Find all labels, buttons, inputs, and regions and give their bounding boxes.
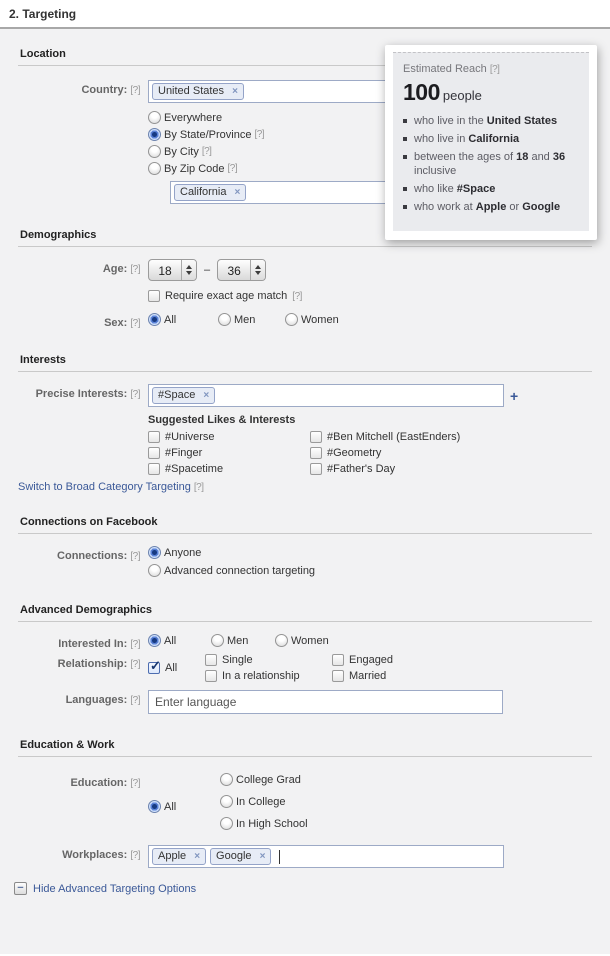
help-icon[interactable]: [?]	[130, 695, 140, 706]
reach-criterion: who live in California	[403, 132, 579, 146]
radio-education-all[interactable]: All	[148, 773, 220, 839]
languages-input[interactable]	[148, 690, 503, 714]
help-icon[interactable]: [?]	[130, 778, 140, 789]
help-icon[interactable]: [?]	[201, 146, 212, 157]
remove-token-icon[interactable]: ×	[194, 851, 201, 862]
help-icon[interactable]: [?]	[130, 551, 140, 562]
targeting-form	[0, 29, 610, 954]
remove-token-icon[interactable]: ×	[203, 390, 210, 401]
radio-education-college-grad[interactable]: College Grad	[220, 773, 308, 786]
relationship-label: Relationship: [?]	[57, 658, 140, 670]
radio-everywhere[interactable]: Everywhere	[148, 111, 592, 124]
reach-criterion: who live in the United States	[403, 114, 579, 128]
interested-in-label: Interested In: [?]	[58, 638, 140, 650]
education-work-section-header: Education & Work	[18, 736, 592, 757]
age-range-separator: –	[204, 264, 211, 276]
reach-criterion: between the ages of 18 and 36 inclusive	[403, 150, 579, 178]
help-icon[interactable]: [?]	[130, 264, 140, 275]
radio-sex-all[interactable]: All	[148, 313, 218, 326]
checkbox-geometry[interactable]: #Geometry	[310, 447, 592, 459]
help-icon[interactable]: [?]	[254, 129, 265, 140]
radio-interested-all[interactable]: All	[148, 634, 211, 647]
education-label: Education: [?]	[70, 777, 140, 789]
radio-sex-women[interactable]: Women	[285, 313, 339, 326]
advanced-demographics-section-header: Advanced Demographics	[18, 601, 592, 622]
checkbox-spacetime[interactable]: #Spacetime	[148, 463, 310, 475]
precise-interests-input[interactable]	[148, 384, 504, 407]
stepper-arrows-icon[interactable]	[181, 260, 196, 280]
collapse-icon[interactable]: −	[14, 882, 27, 895]
checkbox-relationship-all[interactable]: ✓ All	[148, 654, 205, 682]
sex-label: Sex: [?]	[104, 317, 140, 329]
checkbox-relationship-engaged[interactable]: Engaged	[332, 654, 393, 666]
help-icon[interactable]: [?]	[130, 850, 140, 861]
checkbox-universe[interactable]: #Universe	[148, 431, 310, 443]
hide-advanced-targeting-link[interactable]: Hide Advanced Targeting Options	[33, 882, 197, 895]
token-google[interactable]: Google ×	[210, 848, 271, 865]
text-cursor	[279, 850, 280, 864]
demographics-section-header: Demographics	[18, 226, 592, 247]
suggested-interests-grid	[148, 431, 592, 475]
help-icon[interactable]: [?]	[193, 482, 204, 493]
radio-sex-men[interactable]: Men	[218, 313, 285, 326]
help-icon[interactable]: [?]	[227, 163, 238, 174]
suggested-interests-header: Suggested Likes & Interests	[148, 414, 296, 426]
age-min-stepper[interactable]: 18	[148, 259, 197, 281]
add-interest-button[interactable]: +	[510, 387, 519, 404]
token-space[interactable]: #Space ×	[152, 387, 215, 404]
reach-count: 100	[403, 79, 440, 105]
workplaces-label: Workplaces: [?]	[62, 849, 140, 861]
radio-interested-women[interactable]: Women	[275, 634, 329, 647]
reach-criteria-list	[403, 114, 579, 214]
age-max-stepper[interactable]: 36	[217, 259, 266, 281]
token-apple[interactable]: Apple ×	[152, 848, 206, 865]
checkbox-relationship-single[interactable]: Single	[205, 654, 332, 666]
bullet-icon	[403, 119, 407, 123]
help-icon[interactable]: [?]	[292, 290, 302, 302]
connections-section-header: Connections on Facebook	[18, 513, 592, 534]
radio-education-in-college[interactable]: In College	[220, 795, 308, 808]
radio-by-state-province[interactable]: By State/Province [?]	[148, 128, 592, 141]
checkbox-require-exact-age[interactable]: Require exact age match [?]	[148, 290, 302, 302]
radio-by-city[interactable]: By City [?]	[148, 145, 592, 158]
bullet-icon	[403, 205, 407, 209]
radio-connections-advanced[interactable]: Advanced connection targeting	[148, 564, 592, 577]
token-california[interactable]: California ×	[174, 184, 246, 201]
remove-token-icon[interactable]: ×	[232, 86, 238, 97]
reach-unit: people	[442, 88, 482, 103]
bullet-icon	[403, 155, 407, 159]
page-title: 2. Targeting	[0, 0, 610, 29]
stepper-arrows-icon[interactable]	[250, 260, 265, 280]
reach-criterion: who like #Space	[403, 182, 579, 196]
help-icon[interactable]: [?]	[130, 318, 140, 329]
bullet-icon	[403, 187, 407, 191]
interests-section-header: Interests	[18, 351, 592, 372]
help-icon[interactable]: [?]	[130, 659, 140, 670]
reach-count-line	[403, 79, 579, 106]
connections-label: Connections: [?]	[57, 550, 140, 562]
radio-education-in-high-school[interactable]: In High School	[220, 817, 308, 830]
checkbox-relationship-in-a-relationship[interactable]: In a relationship	[205, 670, 332, 682]
bullet-icon	[403, 137, 407, 141]
workplaces-token-input[interactable]	[148, 845, 504, 868]
help-icon[interactable]: [?]	[489, 64, 500, 75]
estimated-reach-panel	[385, 45, 597, 240]
switch-broad-targeting-link[interactable]: Switch to Broad Category Targeting	[18, 481, 191, 493]
help-icon[interactable]: [?]	[130, 85, 140, 96]
help-icon[interactable]: [?]	[130, 389, 140, 400]
checkbox-ben-mitchell[interactable]: #Ben Mitchell (EastEnders)	[310, 431, 592, 443]
reach-criterion: who work at Apple or Google	[403, 200, 579, 214]
remove-token-icon[interactable]: ×	[234, 187, 241, 198]
reach-title: Estimated Reach [?]	[403, 63, 500, 75]
location-section-header: Location	[18, 45, 592, 66]
age-label: Age: [?]	[102, 263, 140, 275]
precise-interests-label: Precise Interests: [?]	[35, 388, 140, 400]
languages-label: Languages: [?]	[65, 694, 140, 706]
radio-interested-men[interactable]: Men	[211, 634, 275, 647]
country-label: Country: [?]	[81, 84, 140, 96]
remove-token-icon[interactable]: ×	[259, 851, 266, 862]
checkbox-relationship-married[interactable]: Married	[332, 670, 393, 682]
radio-by-zip-code[interactable]: By Zip Code [?]	[148, 162, 592, 175]
token-united-states[interactable]: United States ×	[152, 83, 244, 100]
checkbox-finger[interactable]: #Finger	[148, 447, 310, 459]
checkbox-fathers-day[interactable]: #Father's Day	[310, 463, 592, 475]
radio-connections-anyone[interactable]: Anyone	[148, 546, 592, 559]
help-icon[interactable]: [?]	[130, 639, 140, 650]
